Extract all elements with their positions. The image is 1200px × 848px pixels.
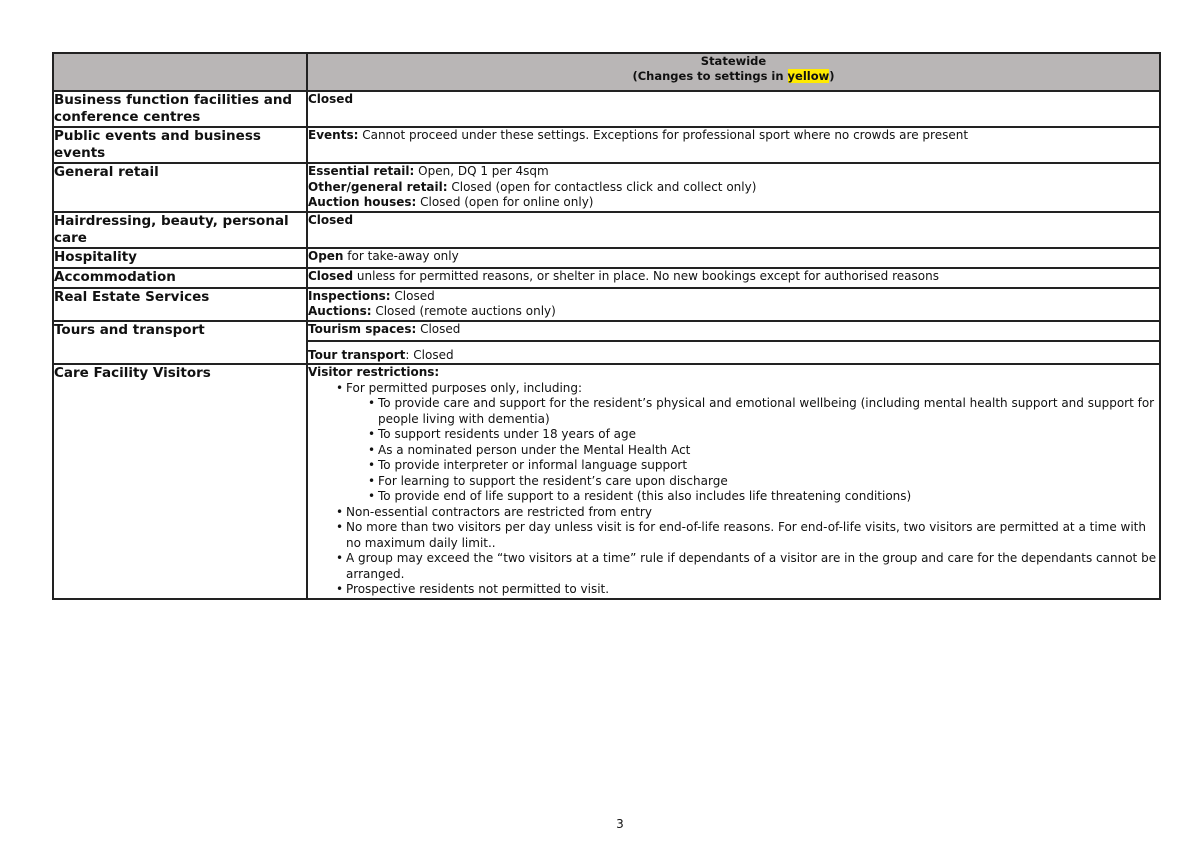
header-subtitle bbox=[308, 69, 1159, 84]
table-row bbox=[53, 288, 1160, 321]
row-value-hairdressing bbox=[307, 212, 1160, 248]
setting-text: Closed bbox=[390, 288, 435, 303]
list-item: • A group may exceed the “two visitors at a time” rule if dependants of a visitor are in the group and care for the dependants cannot be arranged. bbox=[346, 551, 1159, 582]
status-text: Closed bbox=[308, 212, 354, 227]
row-value-tourism-spaces bbox=[307, 321, 1160, 341]
setting-key: Auctions: bbox=[308, 304, 372, 318]
table-row bbox=[53, 321, 1160, 341]
row-value-hospitality bbox=[307, 248, 1160, 268]
table-row bbox=[53, 127, 1160, 163]
row-value-care-facility bbox=[307, 364, 1160, 599]
setting-text: for take-away only bbox=[343, 248, 459, 263]
setting-key: Other/general retail: bbox=[308, 179, 448, 194]
table-header-row bbox=[53, 53, 1160, 91]
setting-key: Events: bbox=[308, 128, 359, 142]
table-row bbox=[53, 364, 1160, 599]
row-label-hairdressing: Hairdressing, beauty, personal care bbox=[53, 212, 307, 248]
list-item bbox=[346, 381, 1159, 505]
essential-retail-line bbox=[308, 164, 1159, 180]
visitor-restrictions-heading: Visitor restrictions: bbox=[308, 365, 440, 379]
header-statewide-cell bbox=[307, 53, 1160, 91]
list-item: • For learning to support the resident’s care upon discharge bbox=[378, 474, 1159, 490]
table-row bbox=[53, 163, 1160, 212]
care-restrictions-list bbox=[308, 381, 1159, 598]
list-item: • To provide care and support for the resident’s physical and emotional wellbeing (including mental health support and support for people living with dementia) bbox=[378, 396, 1159, 427]
row-label-general-retail: General retail bbox=[53, 163, 307, 212]
list-item: • Non-essential contractors are restricted from entry bbox=[346, 505, 1159, 521]
list-item: • To support residents under 18 years of age bbox=[378, 427, 1159, 443]
table-row bbox=[53, 248, 1160, 268]
table-row bbox=[53, 212, 1160, 248]
list-item: • No more than two visitors per day unless visit is for end-of-life reasons. For end-of-life visits, two visitors are permitted at a time with no maximum daily limit.. bbox=[346, 520, 1159, 551]
other-retail-line bbox=[308, 180, 1159, 196]
row-label-public-events: Public events and business events bbox=[53, 127, 307, 163]
permitted-purposes-text: For permitted purposes only, including: bbox=[346, 380, 583, 395]
setting-key: Closed bbox=[308, 268, 354, 283]
header-subtitle-pre: (Changes to settings in bbox=[632, 69, 788, 83]
row-value-accommodation bbox=[307, 268, 1160, 288]
setting-text: Open, DQ 1 per 4sqm bbox=[414, 164, 549, 178]
setting-key: Open bbox=[308, 248, 344, 263]
setting-text: Closed (open for contactless click and collect only) bbox=[447, 179, 757, 194]
row-label-business-function: Business function facilities and conference centres bbox=[53, 91, 307, 127]
setting-text: : Closed bbox=[405, 347, 454, 362]
setting-key: Essential retail: bbox=[308, 164, 415, 178]
status-text: Closed bbox=[308, 92, 354, 106]
table-row bbox=[53, 91, 1160, 127]
table-row bbox=[53, 268, 1160, 288]
setting-key: Auction houses: bbox=[308, 195, 417, 209]
row-label-real-estate: Real Estate Services bbox=[53, 288, 307, 321]
row-label-accommodation: Accommodation bbox=[53, 268, 307, 288]
setting-key: Tour transport bbox=[308, 347, 406, 362]
setting-key: Inspections: bbox=[308, 288, 391, 303]
row-value-tour-transport bbox=[307, 341, 1160, 365]
restrictions-table bbox=[52, 52, 1161, 600]
auctions-line bbox=[308, 304, 1159, 320]
row-value-real-estate bbox=[307, 288, 1160, 321]
setting-text: Closed bbox=[416, 321, 461, 336]
row-value-public-events bbox=[307, 127, 1160, 163]
header-highlight-word: yellow bbox=[787, 69, 830, 83]
row-value-general-retail bbox=[307, 163, 1160, 212]
setting-text: unless for permitted reasons, or shelter in place. No new bookings except for authorised reasons bbox=[353, 268, 939, 283]
page-number: 3 bbox=[616, 817, 624, 831]
list-item: • To provide interpreter or informal language support bbox=[378, 458, 1159, 474]
setting-key: Tourism spaces: bbox=[308, 321, 417, 336]
list-item: • To provide end of life support to a resident (this also includes life threatening conditions) bbox=[378, 489, 1159, 505]
list-item: • As a nominated person under the Mental Health Act bbox=[378, 443, 1159, 459]
setting-text: Closed (remote auctions only) bbox=[371, 304, 556, 318]
auction-houses-line bbox=[308, 195, 1159, 211]
header-blank-cell bbox=[53, 53, 307, 91]
row-value-business-function bbox=[307, 91, 1160, 127]
setting-text: Closed (open for online only) bbox=[416, 195, 594, 209]
row-label-hospitality: Hospitality bbox=[53, 248, 307, 268]
header-subtitle-post: ) bbox=[829, 69, 835, 83]
inspections-line bbox=[308, 289, 1159, 305]
header-title: Statewide bbox=[700, 54, 767, 68]
setting-text: Cannot proceed under these settings. Exceptions for professional sport where no crowds are present bbox=[358, 128, 969, 142]
row-label-tours: Tours and transport bbox=[53, 321, 307, 365]
row-label-care-facility: Care Facility Visitors bbox=[53, 364, 307, 599]
permitted-purposes-list bbox=[346, 396, 1159, 505]
list-item: • Prospective residents not permitted to visit. bbox=[346, 582, 1159, 598]
